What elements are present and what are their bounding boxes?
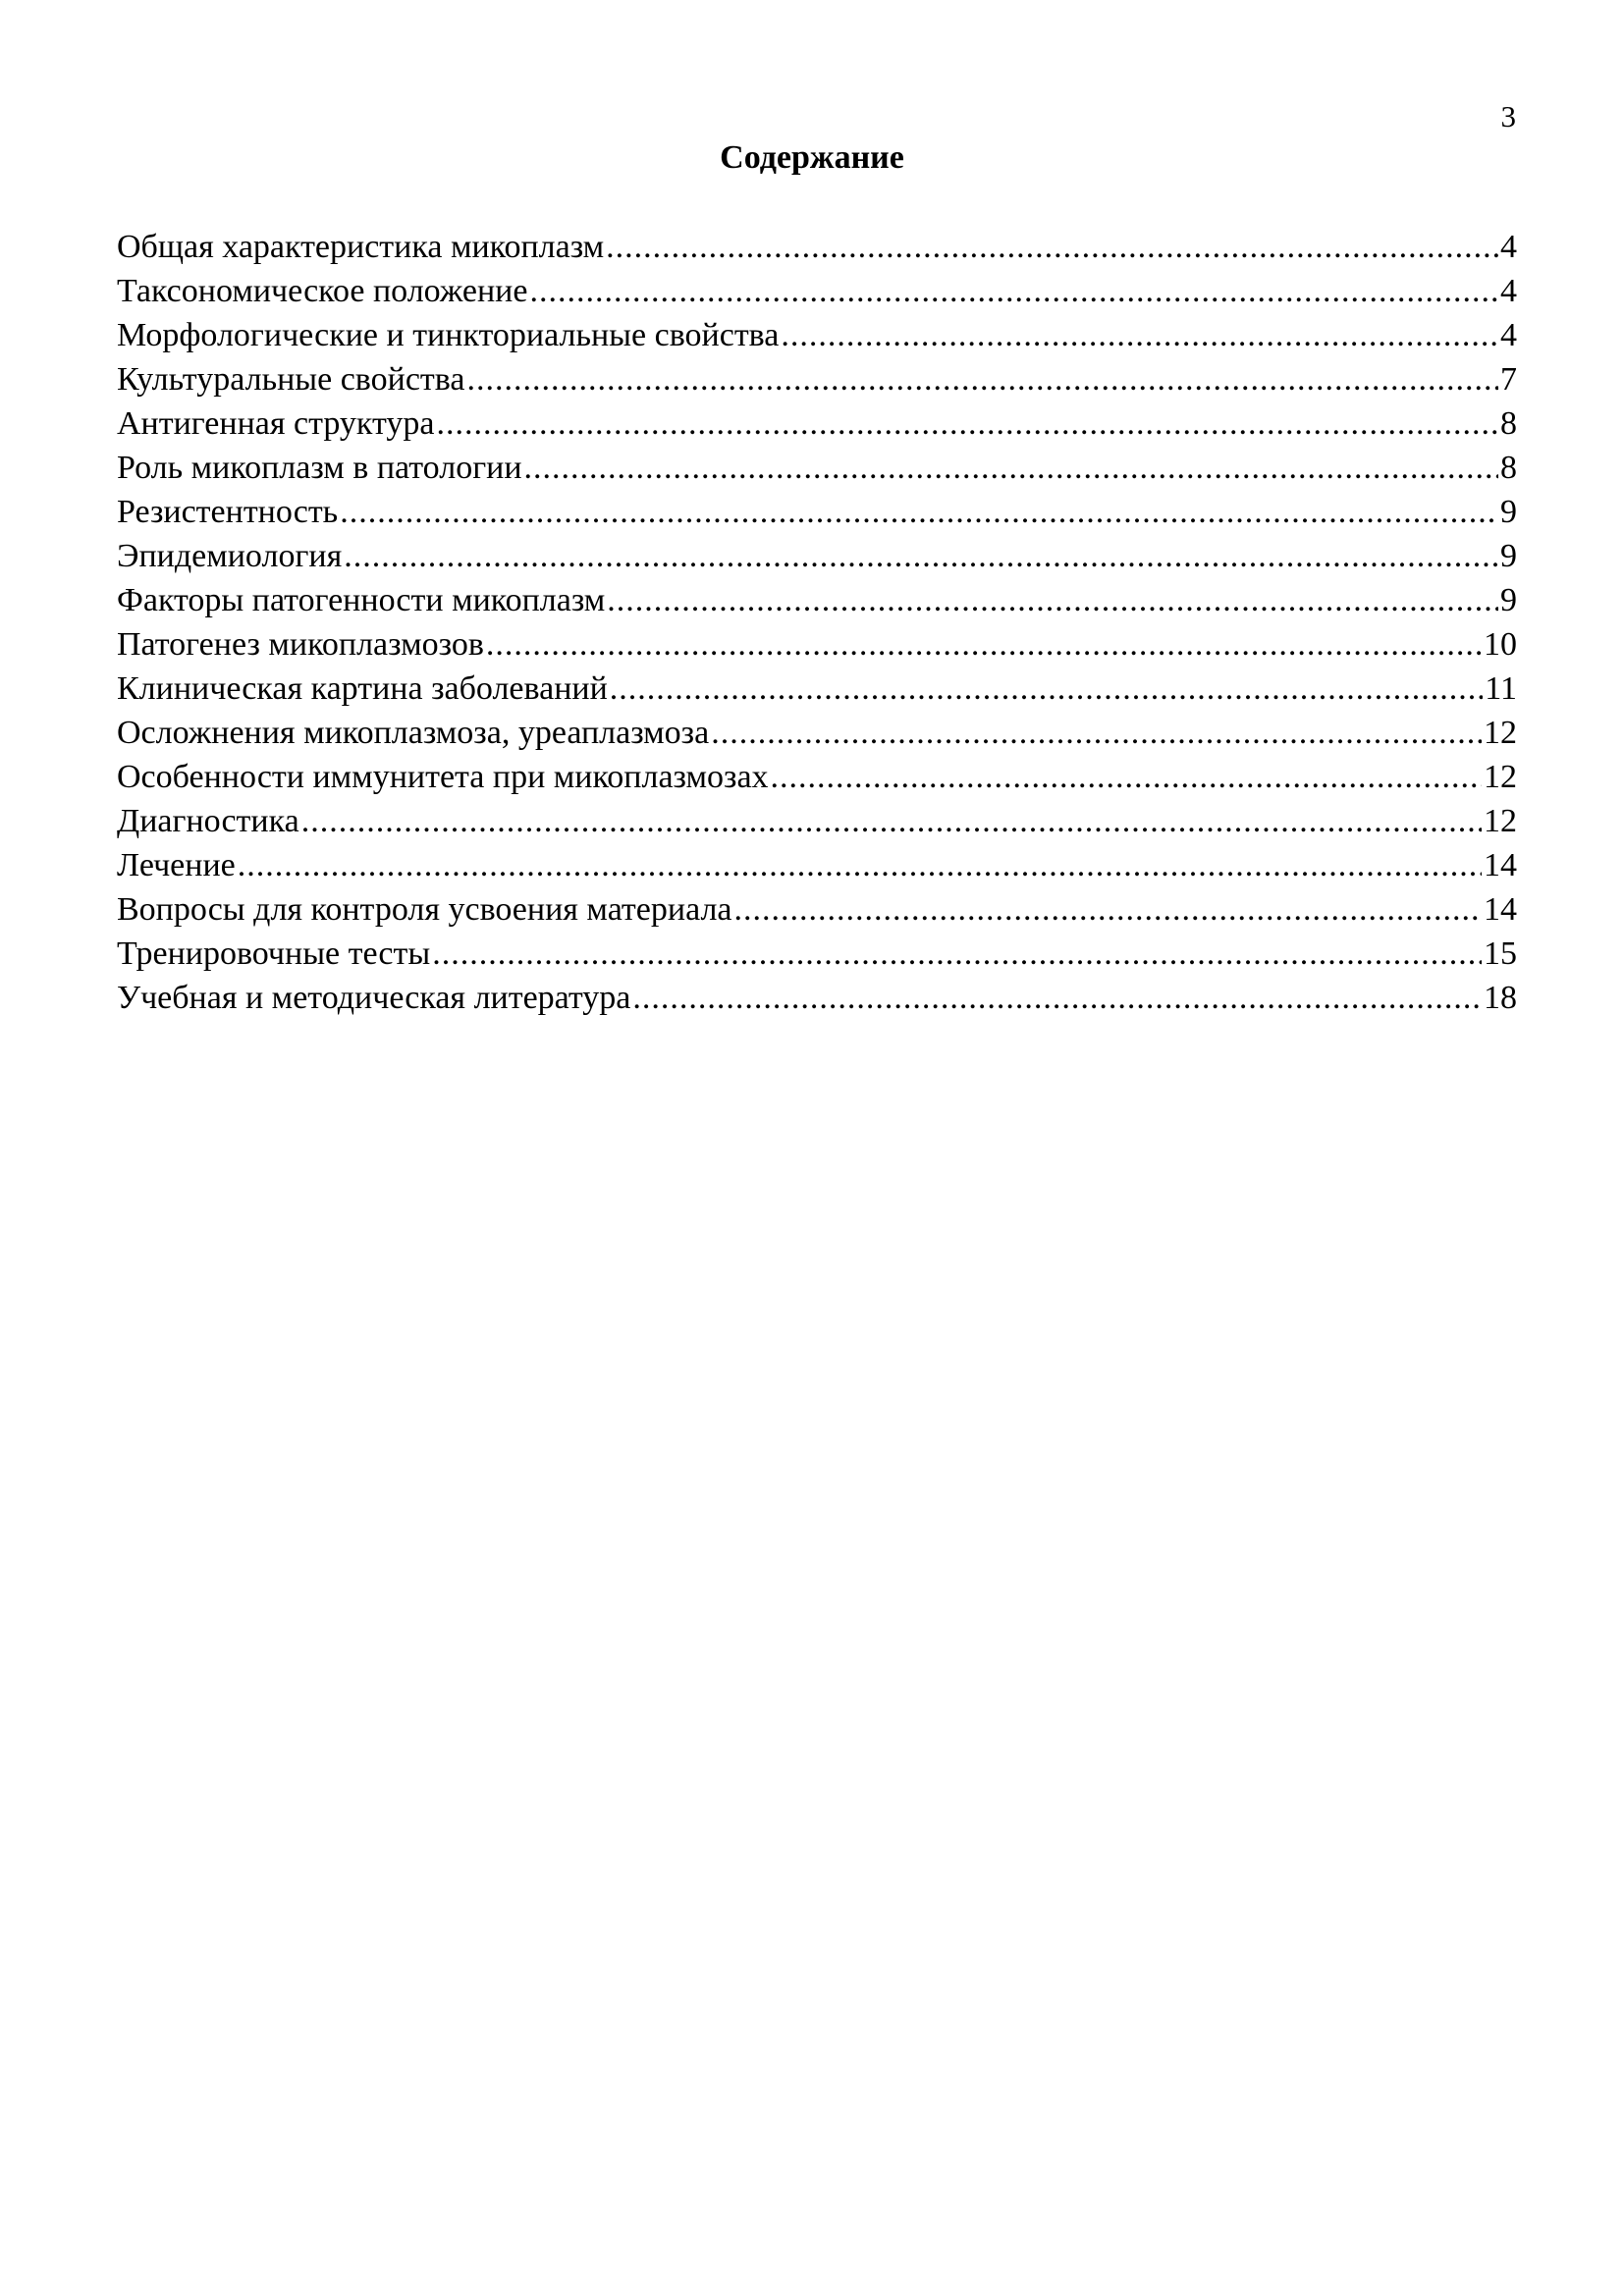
toc-dot-leader [437, 401, 1499, 446]
toc-entry-page: 7 [1500, 361, 1517, 398]
toc-dot-leader [734, 887, 1482, 932]
toc-entry-page: 12 [1484, 715, 1517, 751]
toc-entry-label: Учебная и методическая литература [117, 980, 631, 1016]
toc-entry-page: 14 [1484, 847, 1517, 883]
toc-dot-leader [606, 225, 1498, 269]
toc-entry-label: Вопросы для контроля усвоения материала [117, 891, 732, 928]
toc-entry[interactable] [117, 490, 1517, 534]
toc-entry-label: Тренировочные тесты [117, 935, 431, 972]
toc-dot-leader [238, 843, 1482, 887]
toc-entry[interactable] [117, 269, 1517, 313]
toc-entry-page: 8 [1500, 405, 1517, 442]
toc-dot-leader [486, 622, 1482, 667]
toc-entry-page: 12 [1484, 759, 1517, 795]
toc-entry-label: Морфологические и тинкториальные свойства [117, 317, 780, 353]
toc-dot-leader [771, 755, 1482, 799]
toc-entry[interactable] [117, 534, 1517, 578]
page-number: 3 [1500, 99, 1516, 133]
toc-entry-label: Таксономическое положение [117, 273, 528, 309]
toc-dot-leader [524, 446, 1498, 490]
toc-entry[interactable] [117, 357, 1517, 401]
toc-entry[interactable] [117, 843, 1517, 887]
toc-dot-leader [711, 711, 1482, 755]
toc-entry-page: 14 [1484, 891, 1517, 928]
toc-entry-label: Патогенез микоплазмозов [117, 626, 484, 663]
toc-entry[interactable] [117, 446, 1517, 490]
toc-dot-leader [632, 976, 1482, 1020]
toc-entry[interactable] [117, 755, 1517, 799]
toc-dot-leader [301, 799, 1482, 843]
toc-entry[interactable] [117, 578, 1517, 622]
toc-entry-page: 18 [1484, 980, 1517, 1016]
toc-entry-page: 9 [1500, 582, 1517, 618]
toc-dot-leader [466, 357, 1498, 401]
toc-entry-label: Клиническая картина заболеваний [117, 670, 608, 707]
toc-dot-leader [607, 578, 1498, 622]
toc-entry[interactable] [117, 976, 1517, 1020]
toc-entry-page: 4 [1500, 317, 1517, 353]
toc-entry[interactable] [117, 887, 1517, 932]
toc-entry-label: Факторы патогенности микоплазм [117, 582, 606, 618]
toc-entry-page: 9 [1500, 494, 1517, 530]
toc-title: Содержание [720, 139, 904, 176]
toc-entry-page: 9 [1500, 538, 1517, 574]
toc-entry-page: 12 [1484, 803, 1517, 839]
toc-entry[interactable] [117, 799, 1517, 843]
toc-entry-page: 4 [1500, 273, 1517, 309]
toc-entry-label: Антигенная структура [117, 405, 435, 442]
toc-entry-label: Особенности иммунитета при микоплазмозах [117, 759, 769, 795]
toc-entry-page: 15 [1484, 935, 1517, 972]
toc-dot-leader [432, 932, 1482, 976]
toc-entry-label: Роль микоплазм в патологии [117, 450, 522, 486]
toc-entry-label: Осложнения микоплазмоза, уреаплазмоза [117, 715, 710, 751]
toc-entry-label: Лечение [117, 847, 236, 883]
toc-entry-page: 4 [1500, 229, 1517, 265]
toc-entry[interactable] [117, 622, 1517, 667]
toc-entry[interactable] [117, 667, 1517, 711]
toc-entry[interactable] [117, 225, 1517, 269]
toc-entry-page: 8 [1500, 450, 1517, 486]
toc-dot-leader [529, 269, 1498, 313]
toc-dot-leader [340, 490, 1498, 534]
toc-entry-label: Диагностика [117, 803, 299, 839]
toc-entry[interactable] [117, 401, 1517, 446]
table-of-contents [117, 225, 1517, 1020]
toc-entry-page: 10 [1484, 626, 1517, 663]
toc-entry-label: Резистентность [117, 494, 339, 530]
toc-entry-label: Культуральные свойства [117, 361, 465, 398]
toc-entry-label: Эпидемиология [117, 538, 343, 574]
toc-entry[interactable] [117, 313, 1517, 357]
toc-dot-leader [781, 313, 1498, 357]
toc-dot-leader [610, 667, 1483, 711]
toc-entry-page: 11 [1485, 670, 1517, 707]
toc-entry-label: Общая характеристика микоплазм [117, 229, 605, 265]
toc-dot-leader [344, 534, 1498, 578]
toc-entry[interactable] [117, 932, 1517, 976]
toc-entry[interactable] [117, 711, 1517, 755]
